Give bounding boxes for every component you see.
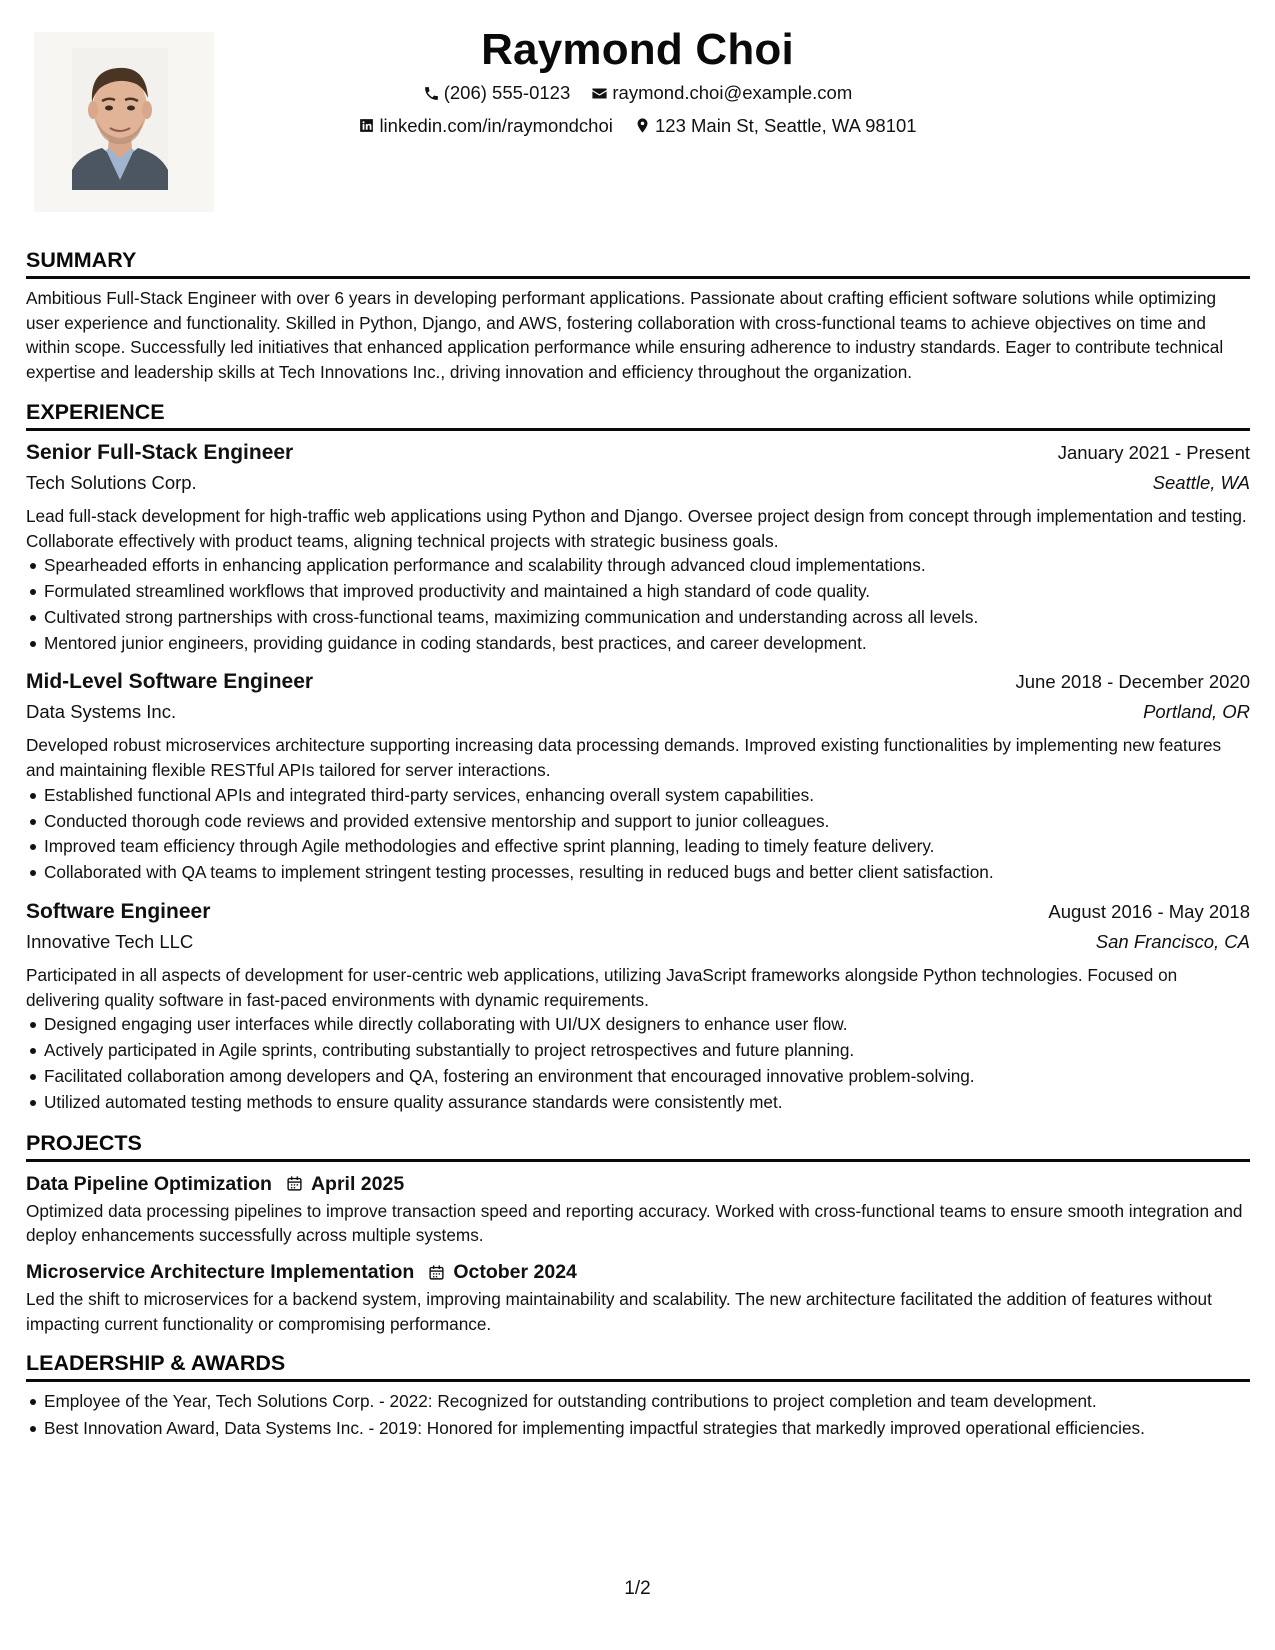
- job-description: Lead full-stack development for high-traffic web applications using Python and Django. Oversee project design from concept through implementation and testing. Collaborate effectively with product teams, aligning technical projects with strategic business goals.: [26, 505, 1247, 551]
- job-location: San Francisco, CA: [1095, 931, 1250, 952]
- job-bullets: [26, 1012, 1250, 1115]
- job-description: Developed robust microservices architecture supporting increasing data processing demands. Improved existing functionalities by implementing new features and maintaining flexible RESTful APIs tailored for server interactions.: [26, 735, 1222, 781]
- job-title: Mid-Level Software Engineer: [26, 670, 314, 694]
- experience-section: [26, 398, 1250, 1116]
- job-location: Seattle, WA: [1152, 471, 1250, 493]
- list-item: Spearheaded efforts in enhancing application performance and scalability through advanced cloud implementations.: [26, 553, 1250, 579]
- projects-section: [26, 1129, 1250, 1337]
- list-item: Mentored junior engineers, providing guidance in coding standards, best practices, and career development.: [26, 631, 1250, 657]
- job-company: Data Systems Inc.: [26, 701, 177, 723]
- list-item: Improved team efficiency through Agile methodologies and effective sprint planning, leading to timely feature delivery.: [26, 834, 1250, 860]
- awards-section: [26, 1349, 1250, 1440]
- contact-email[interactable]: [591, 78, 852, 108]
- job-entry: [26, 897, 1250, 1116]
- list-item: Conducted thorough code reviews and provided extensive mentorship and support to junior colleagues.: [26, 809, 1250, 835]
- project-entry: [26, 1169, 1250, 1248]
- awards-list: [26, 1389, 1250, 1440]
- resume-header: [0, 22, 1275, 143]
- street-address: 123 Main St, Seattle, WA 98101: [655, 114, 917, 136]
- calendar-icon: [428, 1264, 445, 1281]
- section-heading: LEADERSHIP & AWARDS: [26, 1349, 1250, 1382]
- job-dates: June 2018 - December 2020: [1015, 671, 1250, 693]
- project-date: April 2025: [310, 1172, 405, 1195]
- project-description: Led the shift to microservices for a backend system, improving maintainability and scalability. The new architecture facilitated the addition of features without impacting current functionality or compromising performance.: [26, 1289, 1212, 1334]
- list-item: Designed engaging user interfaces while directly collaborating with UI/UX designers to enhance user flow.: [26, 1012, 1250, 1038]
- job-dates: January 2021 - Present: [1057, 441, 1250, 463]
- list-item: Cultivated strong partnerships with cross-functional teams, maximizing communication and understanding across all levels.: [26, 605, 1250, 631]
- list-item: Best Innovation Award, Data Systems Inc. - 2019: Honored for implementing impactful strategies that markedly improved operational efficiencies.: [26, 1416, 1250, 1441]
- envelope-icon: [591, 85, 608, 102]
- page-number: 1/2: [624, 1578, 651, 1599]
- contact-line-primary: [0, 78, 1275, 111]
- phone-number: (206) 555-0123: [443, 82, 571, 103]
- list-item: Utilized automated testing methods to ensure quality assurance standards were consistently met.: [26, 1090, 1250, 1116]
- project-description: Optimized data processing pipelines to improve transaction speed and reporting accuracy. Worked with cross-functional teams to ensure smooth integration and deploy enhancements successfully across multiple systems.: [26, 1200, 1243, 1246]
- contact-linkedin[interactable]: [358, 111, 612, 141]
- section-heading: PROJECTS: [26, 1129, 1250, 1162]
- job-company: Innovative Tech LLC: [26, 931, 194, 952]
- candidate-name: Raymond Choi: [481, 25, 794, 74]
- job-bullets: [26, 783, 1250, 886]
- section-heading: EXPERIENCE: [26, 398, 1250, 431]
- linkedin-url: linkedin.com/in/raymondchoi: [379, 114, 613, 136]
- calendar-icon: [286, 1175, 303, 1192]
- email-address: raymond.choi@example.com: [612, 82, 853, 103]
- list-item: Collaborated with QA teams to implement stringent testing processes, resulting in reduced bugs and better client satisfaction.: [26, 860, 1250, 886]
- job-title: Senior Full-Stack Engineer: [26, 440, 294, 464]
- project-name: Microservice Architecture Implementation: [26, 1261, 415, 1283]
- linkedin-icon: [358, 117, 375, 134]
- section-heading: SUMMARY: [26, 246, 1250, 279]
- project-date: October 2024: [453, 1261, 577, 1283]
- phone-icon: [423, 85, 440, 102]
- job-bullets: [26, 553, 1250, 656]
- map-pin-icon: [634, 117, 651, 134]
- summary-section: [26, 246, 1250, 385]
- project-entry: [26, 1257, 1250, 1336]
- list-item: Formulated streamlined workflows that improved productivity and maintained a high standard of code quality.: [26, 579, 1250, 605]
- project-name: Data Pipeline Optimization: [26, 1172, 272, 1195]
- contact-phone[interactable]: [423, 78, 571, 108]
- job-entry: [26, 438, 1250, 657]
- list-item: Established functional APIs and integrated third-party services, enhancing overall system capabilities.: [26, 783, 1250, 809]
- resume-body: [26, 246, 1250, 1454]
- job-entry: [26, 667, 1250, 886]
- contact-address: [634, 111, 917, 141]
- job-description: Participated in all aspects of development for user-centric web applications, utilizing JavaScript frameworks alongside Python technologies. Focused on delivering quality software in fast-paced environments with dynamic requirements.: [26, 965, 1178, 1010]
- job-location: Portland, OR: [1143, 701, 1250, 723]
- job-title: Software Engineer: [26, 900, 211, 923]
- list-item: Facilitated collaboration among developers and QA, fostering an environment that encouraged innovative problem-solving.: [26, 1064, 1250, 1090]
- list-item: Employee of the Year, Tech Solutions Corp. - 2022: Recognized for outstanding contributions to project completion and team development.: [26, 1389, 1250, 1414]
- contact-line-secondary: [0, 111, 1275, 144]
- list-item: Actively participated in Agile sprints, contributing substantially to project retrospectives and future planning.: [26, 1038, 1250, 1064]
- job-company: Tech Solutions Corp.: [26, 471, 197, 493]
- summary-text: Ambitious Full-Stack Engineer with over 6 years in developing performant applications. Passionate about crafting efficient software solutions while optimizing user experience and functionality. Skilled in Python, Django, and AWS, fostering collaboration with cross-functional teams to achieve objectives on time and within scope. Successfully led initiatives that enhanced application performance while ensuring adherence to industry standards. Eager to contribute technical expertise and leadership skills at Tech Innovations Inc., driving innovation and efficiency throughout the organization.: [26, 288, 1224, 383]
- job-dates: August 2016 - May 2018: [1048, 901, 1250, 922]
